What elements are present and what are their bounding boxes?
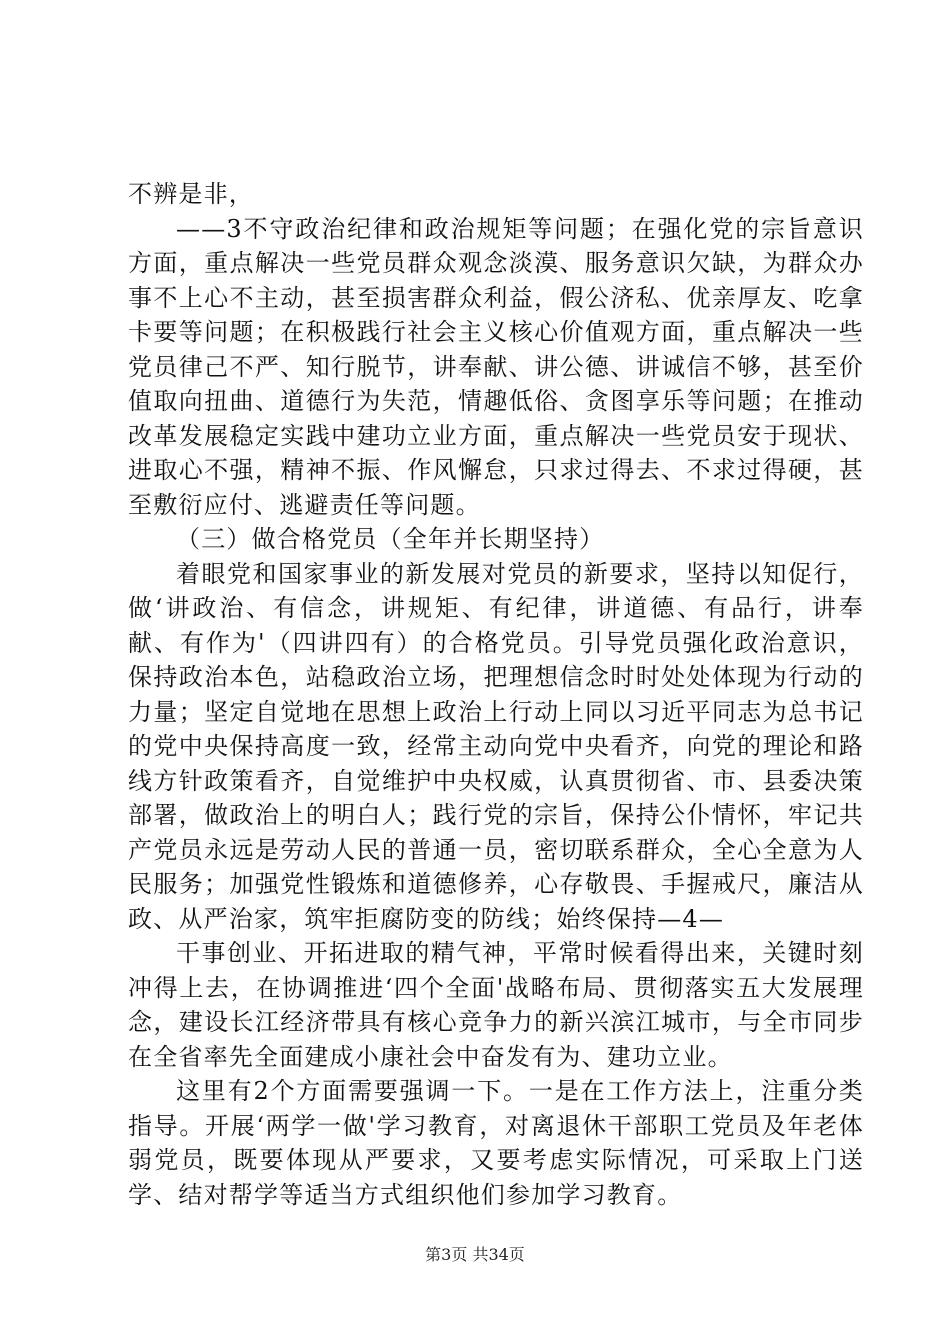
paragraph-1: 不辨是非， [128, 180, 254, 208]
section-heading: （三）做合格党员（全年并长期坚持） [176, 525, 605, 553]
page-number: 第3页 共34页 [425, 1245, 525, 1264]
paragraph-3: 着眼党和国家事业的新发展对党员的新要求，坚持以知促行，做‘讲政治、有信念，讲规矩、有纪律，讲道德、有品行，讲奉献、有作为'（四讲四有）的合格党员。引导党员强化政治意识，保持政治本色，站稳政治立场，把理想信念时时处处体现为行动的力量；坚定自觉地在思想上政治上行动上同以习近平同志为总书记的党中央保持高度一致，经常主动向党中央看齐，向党的理论和路线方针政策看齐，自觉维护中央权威，认真贯彻省、市、县委决策部署，做政治上的明白人；践行党的宗旨，保持公仆情怀，牢记共产党员永远是劳动人民的普通一员，密切联系群众，全心全意为人民服务；加强党性锻炼和道德修养，心存敬畏、手握戒尺，廉洁从政、从严治家，筑牢拒腐防变的防线；始终保持—4— [128, 559, 864, 933]
document-body [128, 177, 864, 1212]
paragraph-5: 这里有2个方面需要强调一下。一是在工作方法上，注重分类指导。开展‘两学一做'学习教育，对离退休干部职工党员及年老体弱党员，既要体现从严要求，又要考虑实际情况，可采取上门送学、结对帮学等适当方式组织他们参加学习教育。 [128, 1077, 864, 1209]
paragraph-2: ——3不守政治纪律和政治规矩等问题；在强化党的宗旨意识方面，重点解决一些党员群众观念淡漠、服务意识欠缺，为群众办事不上心不主动，甚至损害群众利益，假公济私、优亲厚友、吃拿卡要等问题；在积极践行社会主义核心价值观方面，重点解决一些党员律己不严、知行脱节，讲奉献、讲公德、讲诚信不够，甚至价值取向扭曲、道德行为失范，情趣低俗、贪图享乐等问题；在推动改革发展稳定实践中建功立业方面，重点解决一些党员安于现状、进取心不强，精神不振、作风懈怠，只求过得去、不求过得硬，甚至敷衍应付、逃避责任等问题。 [128, 214, 864, 519]
paragraph-4: 干事创业、开拓进取的精气神，平常时候看得出来，关键时刻冲得上去，在协调推进‘四个全面'战略布局、贯彻落实五大发展理念，建设长江经济带具有核心竞争力的新兴滨江城市，与全市同步在全省率先全面建成小康社会中奋发有为、建功立业。 [128, 939, 864, 1071]
page-footer [0, 1244, 950, 1266]
